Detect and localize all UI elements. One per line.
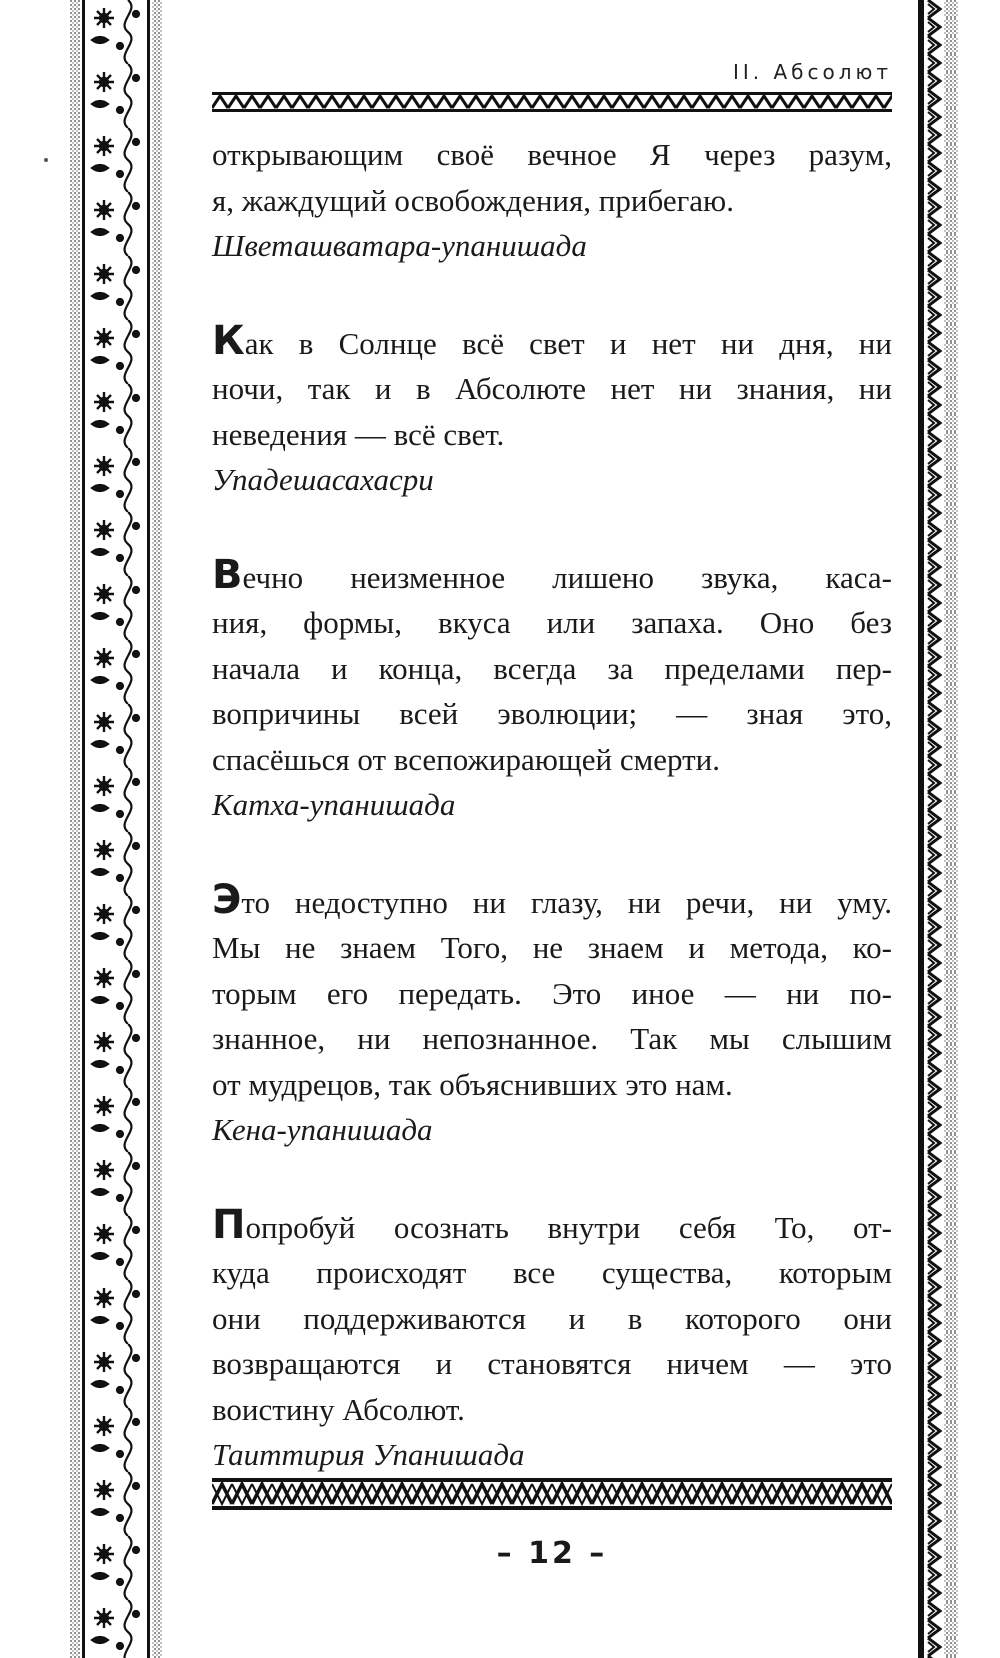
braided-rule-icon bbox=[212, 1478, 892, 1510]
left-ornamental-border bbox=[70, 0, 162, 1658]
text-line bbox=[212, 553, 892, 601]
passage-4 bbox=[212, 878, 892, 1153]
text-line: куда происходят все существа, которым bbox=[212, 1255, 892, 1290]
scan-speck bbox=[44, 158, 48, 162]
text-line: знанное, ни непознанное. Так мы слышим bbox=[212, 1021, 892, 1056]
text-line: торым его передать. Это иное — ни по- bbox=[212, 975, 892, 1011]
right-ornamental-border bbox=[918, 0, 958, 1658]
text-line: воистину Абсолют. bbox=[212, 1391, 465, 1427]
drop-cap: В bbox=[212, 551, 243, 598]
passage-3 bbox=[212, 553, 892, 828]
text-line: спасёшься от всепожирающей смерти. bbox=[212, 741, 720, 777]
text-line: открывающим своё вечное Я через разум, bbox=[212, 137, 892, 172]
passage-1 bbox=[212, 132, 892, 269]
text-line: Мы не знаем Того, не знаем и метода, ко- bbox=[212, 930, 892, 965]
drop-cap: К bbox=[212, 317, 245, 364]
passage-text bbox=[212, 132, 892, 223]
text-line: от мудрецов, так объяснивших это нам. bbox=[212, 1066, 733, 1102]
text-line-rest: ечно неизменное лишено звука, каса- bbox=[242, 559, 892, 595]
text-line bbox=[212, 319, 892, 367]
drop-cap: Э bbox=[212, 876, 242, 923]
text-line-rest: ак в Солнце всё свет и нет ни дня, ни bbox=[244, 325, 892, 361]
text-column bbox=[212, 132, 892, 1478]
passage-text bbox=[212, 1203, 892, 1433]
bottom-ornamental-rule bbox=[212, 1478, 892, 1510]
passage-2 bbox=[212, 319, 892, 503]
text-line: они поддерживаются и в которого они bbox=[212, 1300, 892, 1336]
braided-rule-icon bbox=[212, 92, 892, 112]
page-number: – 12 – bbox=[496, 1536, 608, 1571]
passage-text bbox=[212, 319, 892, 458]
running-header: II. Абсолют bbox=[732, 60, 892, 84]
text-line-rest: опробуй осознать внутри себя То, от- bbox=[245, 1209, 892, 1245]
text-line-rest: то недоступно ни глазу, ни речи, ни уму. bbox=[241, 884, 892, 920]
text-line bbox=[212, 878, 892, 926]
text-line: ния, формы, вкуса или запаха. Оно без bbox=[212, 605, 892, 640]
passage-source: Упадешасахасри bbox=[212, 462, 434, 497]
text-line: ночи, так и в Абсолюте нет ни знания, ни bbox=[212, 371, 892, 406]
text-line: неведения — всё свет. bbox=[212, 416, 505, 452]
passage-source: Шветашватара-упанишада bbox=[212, 228, 587, 263]
passage-text bbox=[212, 553, 892, 783]
text-line: я, жаждущий освобождения, прибегаю. bbox=[212, 182, 734, 218]
zigzag-border-icon bbox=[918, 0, 958, 1658]
drop-cap: П bbox=[212, 1201, 246, 1248]
passage-text bbox=[212, 878, 892, 1108]
passage-source: Катха-упанишада bbox=[212, 787, 456, 822]
passage-source: Таиттирия Упанишада bbox=[212, 1437, 525, 1472]
floral-star-border-icon bbox=[70, 0, 162, 1658]
passage-5 bbox=[212, 1203, 892, 1478]
text-line: вопричины всей эволюции; — зная это, bbox=[212, 696, 892, 731]
text-line: возвращаются и становятся ничем — это bbox=[212, 1346, 892, 1381]
top-ornamental-rule bbox=[212, 92, 892, 112]
text-line bbox=[212, 1203, 892, 1251]
passage-source: Кена-упанишада bbox=[212, 1112, 433, 1147]
text-line: начала и конца, всегда за пределами пер- bbox=[212, 650, 892, 686]
